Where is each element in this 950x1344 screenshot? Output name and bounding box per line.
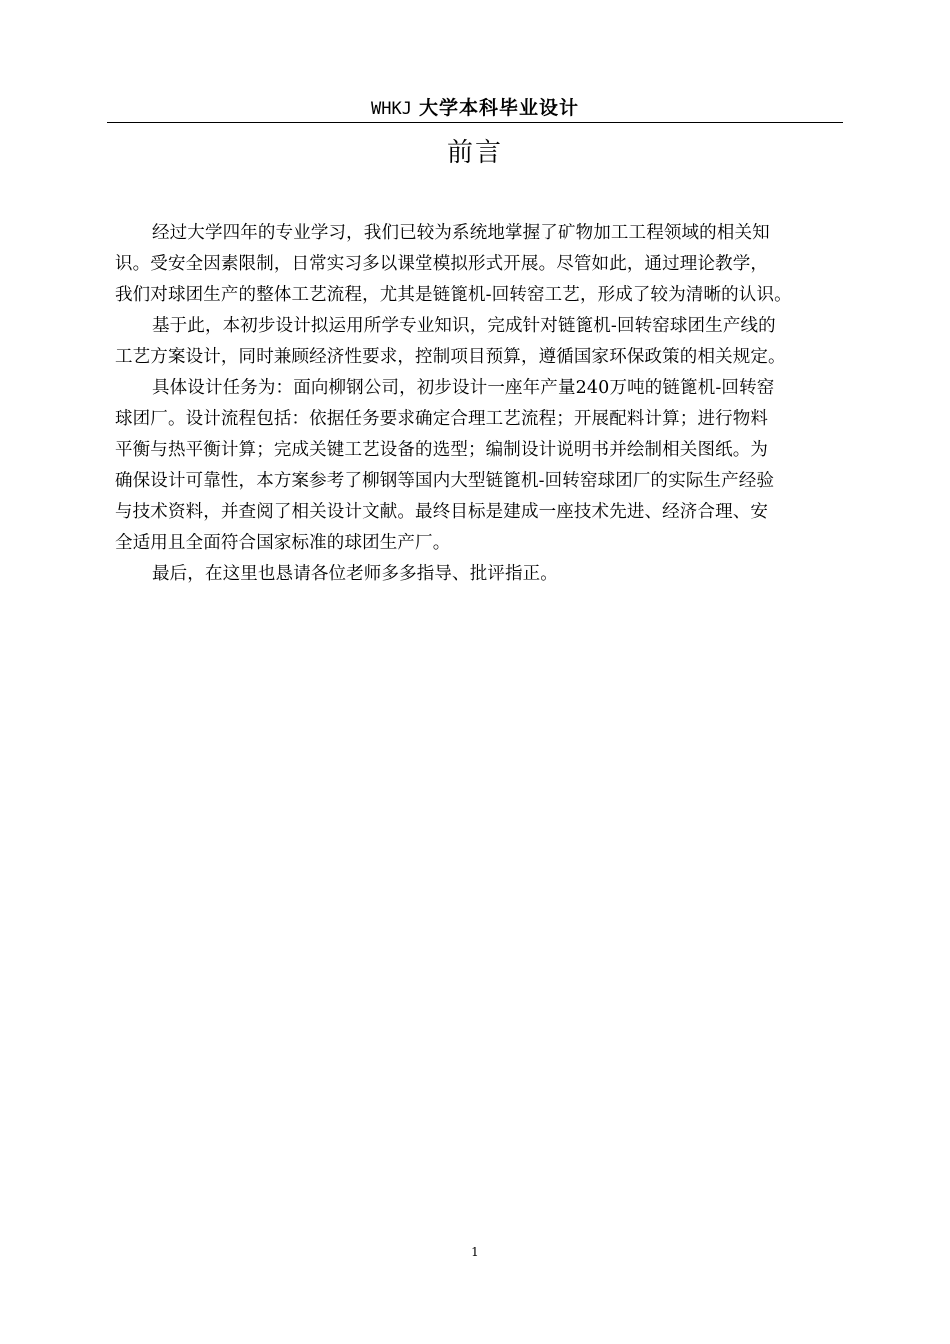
header-institution-code: WHKJ — [370, 99, 412, 119]
paragraph-line: 平衡与热平衡计算；完成关键工艺设备的选型；编制设计说明书并绘制相关图纸。为 — [115, 440, 769, 460]
header-divider — [107, 122, 843, 123]
paragraph-line: 与技术资料，并查阅了相关设计文献。最终目标是建成一座技术先进、经济合理、安 — [115, 502, 769, 522]
paragraph-line: 全适用且全面符合国家标准的球团生产厂。 — [115, 533, 451, 553]
paragraph-line: 确保设计可靠性，本方案参考了柳钢等国内大型链篦机-回转窑球团厂的实际生产经验 — [115, 471, 775, 491]
preface-body — [115, 218, 835, 590]
paragraph-line: 经过大学四年的专业学习，我们已较为系统地掌握了矿物加工工程领域的相关知 — [152, 223, 770, 243]
paragraph-line: 识。受安全因素限制，日常实习多以课堂模拟形式开展。尽管如此，通过理论教学， — [115, 254, 769, 274]
page-number: 1 — [471, 1245, 479, 1259]
page-title: 前言 — [446, 138, 503, 168]
paragraph-line: 我们对球团生产的整体工艺流程，尤其是链篦机-回转窑工艺，形成了较为清晰的认识。 — [115, 285, 792, 305]
paragraph-line: 最后，在这里也恳请各位老师多多指导、批评指正。 — [152, 564, 558, 584]
paragraph-line: 工艺方案设计，同时兼顾经济性要求，控制项目预算，遵循国家环保政策的相关规定。 — [115, 347, 786, 367]
running-header — [107, 96, 843, 121]
paragraph-line: 球团厂。设计流程包括：依据任务要求确定合理工艺流程；开展配料计算；进行物料 — [115, 409, 769, 429]
paragraph-line: 基于此，本初步设计拟运用所学专业知识，完成针对链篦机-回转窑球团生产线的 — [152, 316, 776, 336]
header-thesis-label: 大学本科毕业设计 — [418, 97, 579, 119]
paragraph-line: 具体设计任务为：面向柳钢公司，初步设计一座年产量240万吨的链篦机-回转窑 — [152, 378, 775, 398]
